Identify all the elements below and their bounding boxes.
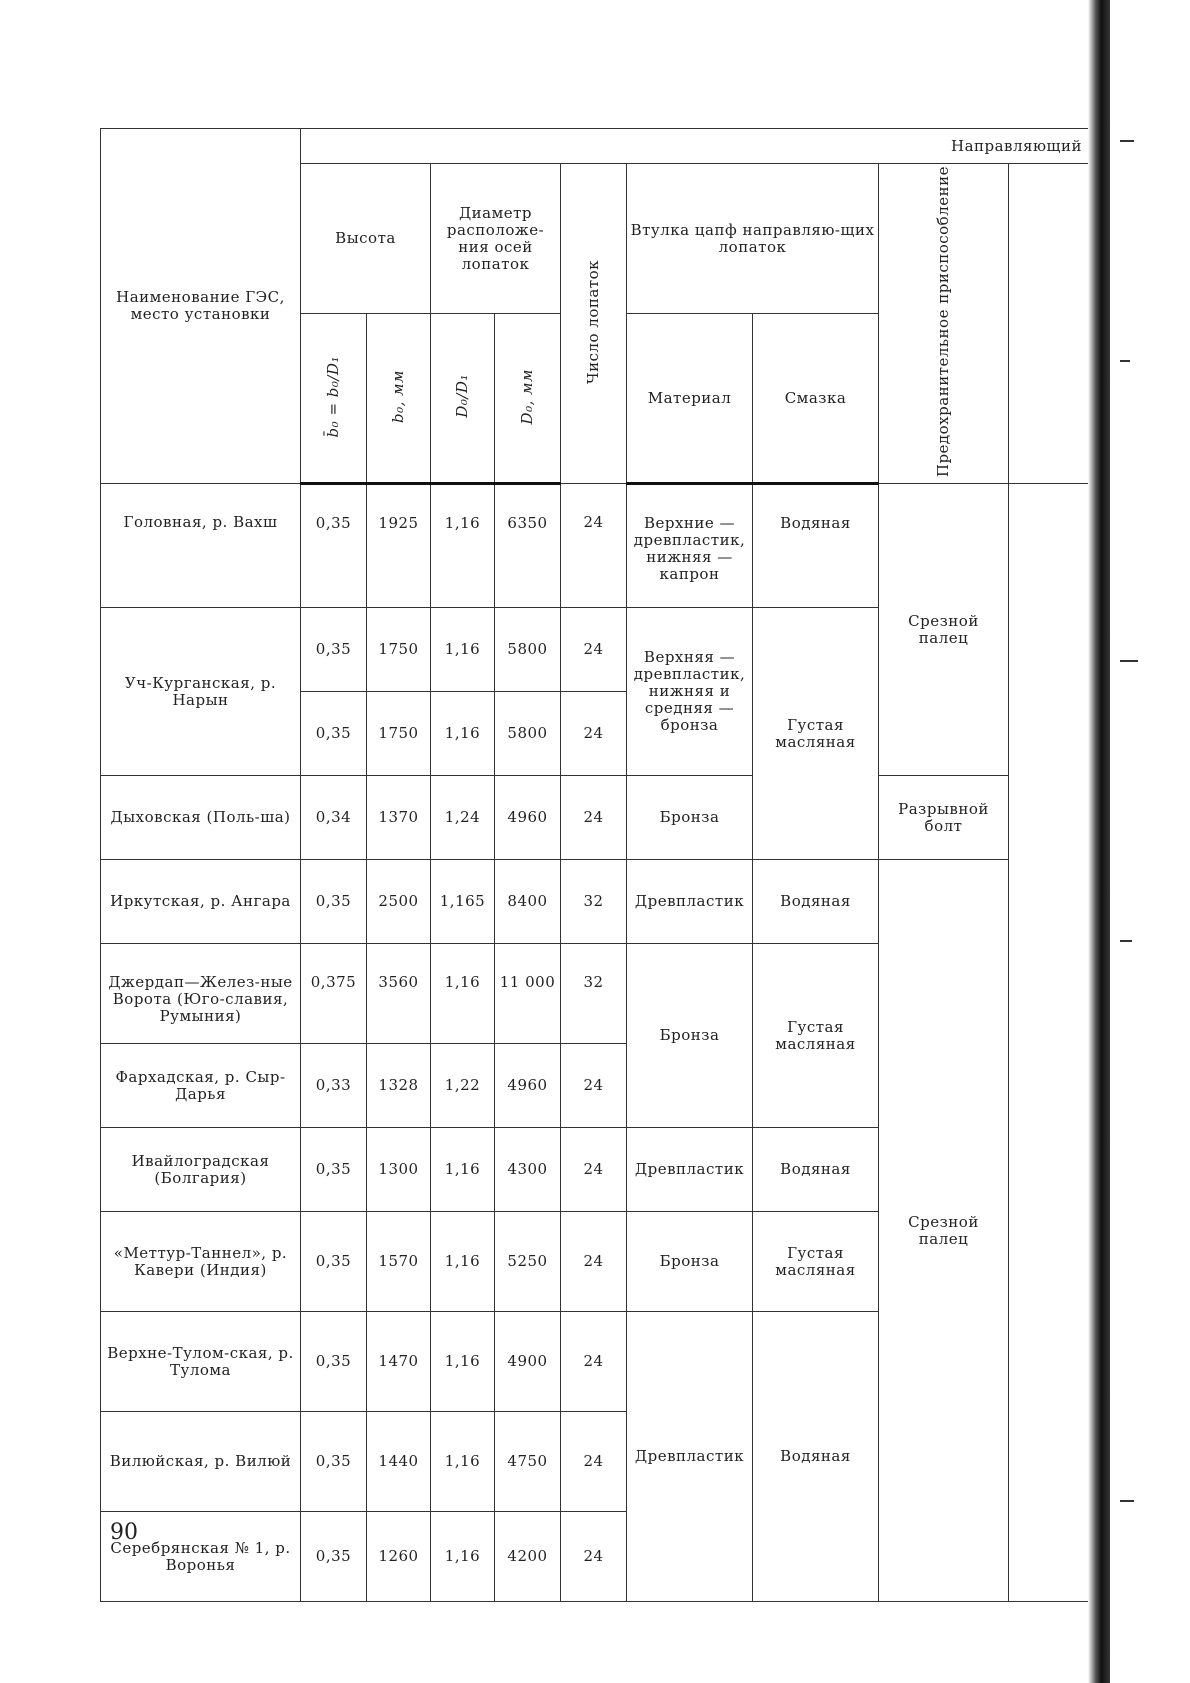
header-guide-group: Направляющий	[301, 129, 1091, 164]
header-lubrication: Смазка	[753, 314, 879, 484]
margin-mark	[1120, 660, 1138, 662]
turbine-guide-table	[100, 128, 1091, 1602]
table-row: «Меттур-Таннел», р. Кавери (Индия) 0,35 1570 1,16 5250 24 Бронза Густая масляная	[101, 1212, 1091, 1312]
safety-cell: Срезной палец	[879, 484, 1009, 776]
margin-mark	[1120, 1500, 1134, 1502]
margin-mark	[1120, 140, 1134, 142]
table-row: Вилюйская, р. Вилюй 0,35 1440 1,16 4750 24	[101, 1412, 1091, 1512]
header-blade-count: Число лопаток	[561, 164, 627, 484]
header-name: Наименование ГЭС, место установки	[101, 129, 301, 484]
table-row: Иркутская, р. Ангара 0,35 2500 1,165 8400 32 Древпластик Водяная Срезной палец	[101, 860, 1091, 944]
facing-page-edge	[1110, 0, 1190, 1683]
table-row: 0,35 1750 1,16 5800 24	[101, 692, 1091, 776]
table-row: Серебрянская № 1, р. Воронья 0,35 1260 1,16 4200 24	[101, 1512, 1091, 1602]
table-row: Фархадская, р. Сыр-Дарья 0,33 1328 1,22 4960 24	[101, 1044, 1091, 1128]
margin-mark	[1120, 360, 1130, 362]
table-row: Дыховская (Поль-ша) 0,34 1370 1,24 4960 24 Бронза Разрывной болт	[101, 776, 1091, 860]
margin-mark	[1120, 940, 1132, 942]
table-row: Ивайлоградская (Болгария) 0,35 1300 1,16 4300 24 Древпластик Водяная	[101, 1128, 1091, 1212]
table-row: Верхне-Тулом-ская, р. Тулома 0,35 1470 1,16 4900 24 Древпластик Водяная	[101, 1312, 1091, 1412]
header-height: Высота	[301, 164, 431, 314]
header-diameter: Диаметр расположе-ния осей лопаток	[431, 164, 561, 314]
header-safety: Предохранительное приспособление	[879, 164, 1009, 484]
header-material: Материал	[627, 314, 753, 484]
header-extra	[1009, 164, 1091, 484]
page-number: 90	[110, 1520, 138, 1545]
table-row: Уч-Курганская, р. Нарын 0,35 1750 1,16 5800 24 Верхняя — древпластик, нижняя и средняя — бронза Густая масляная	[101, 608, 1091, 692]
header-d0-mm: D₀, мм	[495, 314, 561, 484]
table-row: Джердап—Желез-ные Ворота (Юго-славия, Румыния) 0,375 3560 1,16 11 000 32 Бронза Густая масляная	[101, 944, 1091, 1044]
safety-cell: Срезной палец	[879, 860, 1009, 1602]
header-d0-ratio: D₀/D₁	[431, 314, 495, 484]
book-spine-shadow	[1088, 0, 1110, 1683]
header-b0-mm: b₀, мм	[367, 314, 431, 484]
safety-cell: Разрывной болт	[879, 776, 1009, 860]
header-b0-ratio: b̄₀ = b₀/D₁	[301, 314, 367, 484]
table-row: Головная, р. Вахш 0,35 1925 1,16 6350 24 Верхние — древпластик, нижняя — капрон Водяная Срезной палец	[101, 484, 1091, 608]
header-bushing: Втулка цапф направляю-щих лопаток	[627, 164, 879, 314]
